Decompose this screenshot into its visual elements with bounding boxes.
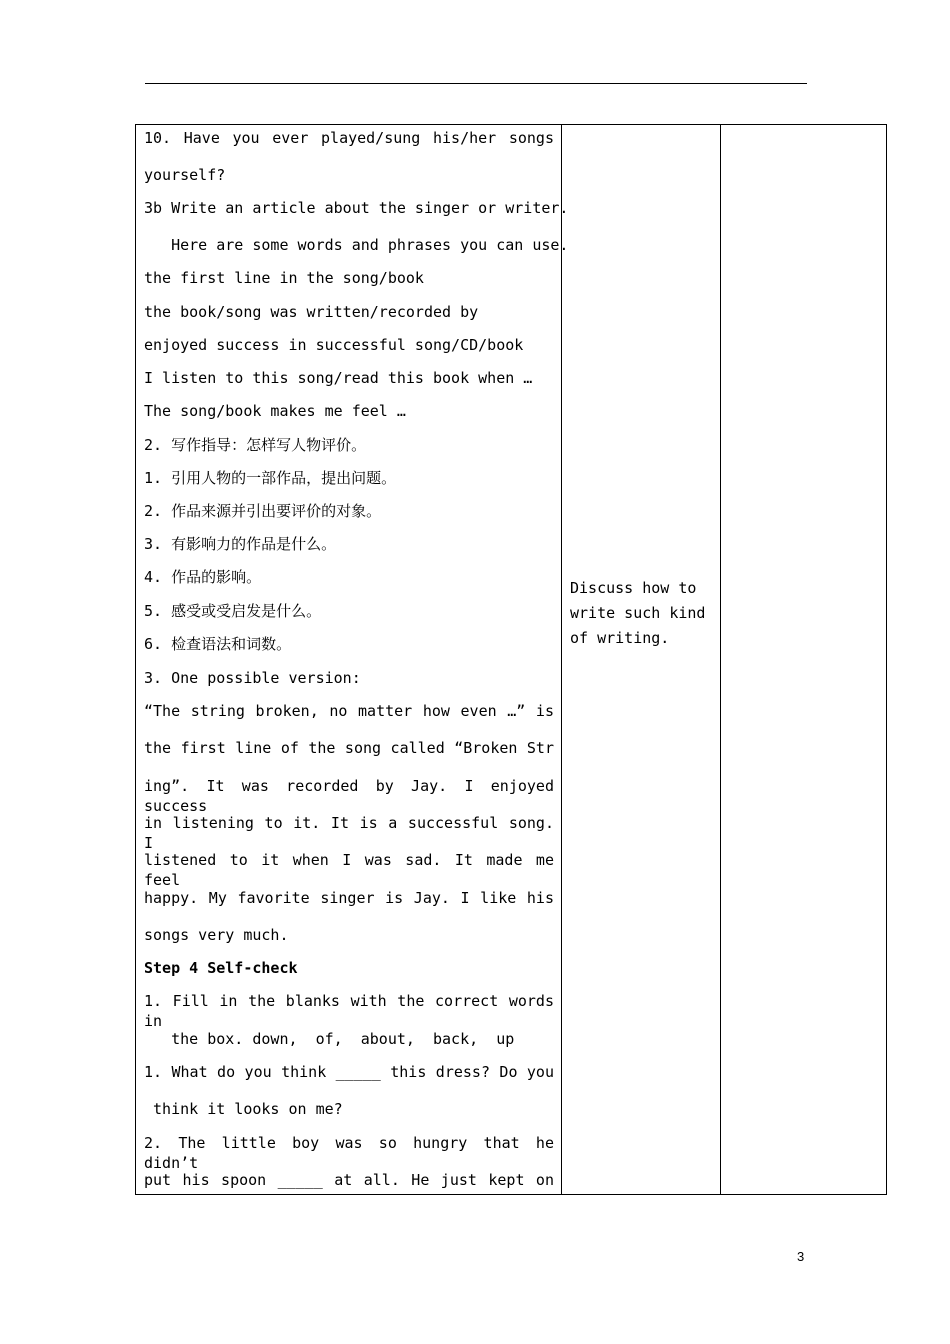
text-line: songs very much. — [144, 926, 289, 944]
text-line: put his spoon _____ at all. He just kept on — [144, 1171, 554, 1189]
text-line: the book/song was written/recorded by — [144, 303, 479, 321]
text-line: ing”. It was recorded by Jay. I enjoyed success — [144, 777, 554, 815]
text-line: in listening to it. It is a successful song. I — [144, 814, 554, 852]
text-line: Discuss how to — [570, 579, 697, 597]
text-line: 3. One possible version: — [144, 669, 361, 687]
text-line: 2. The little boy was so hungry that he didn’t — [144, 1134, 554, 1172]
text-line: listened to it when I was sad. It made me feel — [144, 851, 554, 889]
text-line: of writing. — [570, 629, 670, 647]
text-line: 3. 有影响力的作品是什么。 — [144, 535, 337, 553]
text-line: enjoyed success in successful song/CD/book — [144, 336, 524, 354]
text-line: yourself? — [144, 166, 226, 184]
text-line: “The string broken, no matter how even …” is — [144, 702, 554, 720]
text-line: 6. 检查语法和词数。 — [144, 635, 292, 653]
text-line: 1. What do you think _____ this dress? Do you — [144, 1063, 554, 1081]
column-divider — [720, 124, 721, 1195]
header-rule — [145, 83, 807, 84]
column-divider — [561, 124, 562, 1195]
text-line: 4. 作品的影响。 — [144, 568, 262, 586]
text-line: 3b Write an article about the singer or writer. — [144, 199, 569, 217]
section-heading: Step 4 Self-check — [144, 959, 298, 977]
text-line: 5. 感受或受启发是什么。 — [144, 602, 322, 620]
text-line: I listen to this song/read this book when … — [144, 369, 533, 387]
text-line: The song/book makes me feel … — [144, 402, 406, 420]
text-line: the box. down, of, about, back, up — [144, 1030, 515, 1048]
text-line: happy. My favorite singer is Jay. I like his — [144, 889, 554, 907]
purpose-column — [570, 576, 715, 651]
text-line: 2. 作品来源并引出要评价的对象。 — [144, 502, 382, 520]
text-line: write such kind — [570, 604, 706, 622]
text-line: the first line in the song/book — [144, 269, 424, 287]
text-line: the first line of the song called “Broken Str — [144, 739, 554, 757]
page-number: 3 — [797, 1249, 805, 1264]
text-line: think it looks on me? — [144, 1100, 343, 1118]
text-line: 1. Fill in the blanks with the correct words in — [144, 992, 554, 1030]
text-line: 10. Have you ever played/sung his/her songs — [144, 129, 554, 147]
text-line: 2. 写作指导：怎样写人物评价。 — [144, 436, 367, 454]
text-line: 1. 引用人物的一部作品，提出问题。 — [144, 469, 397, 487]
text-line: Here are some words and phrases you can use. — [144, 236, 569, 254]
